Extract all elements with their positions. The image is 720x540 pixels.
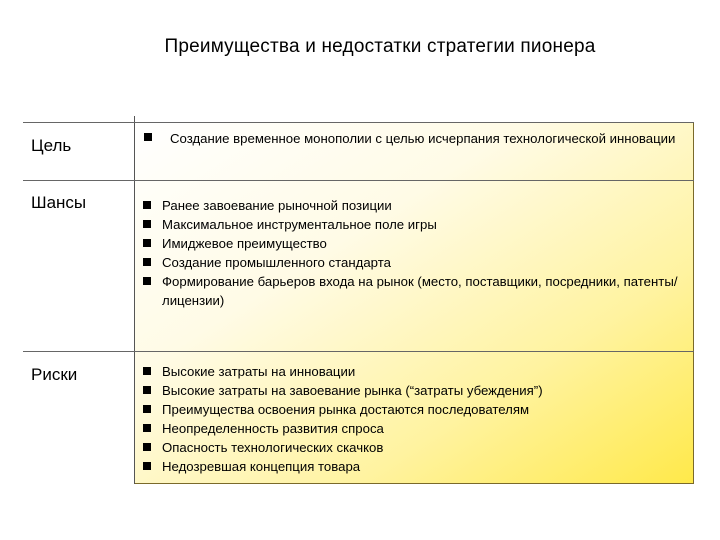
page-title: Преимущества и недостатки стратегии пионера <box>164 36 596 57</box>
bullet-text: Высокие затраты на завоевание рынка (“затраты убеждения”) <box>162 383 543 398</box>
bullet-text: Имиджевое преимущество <box>162 236 327 251</box>
list-item <box>141 362 543 381</box>
bullet-text: Создание временное монополии с целью исчерпания технологической инновации <box>170 131 676 146</box>
square-bullet-icon <box>143 367 151 375</box>
row-divider-top <box>23 122 694 123</box>
square-bullet-icon <box>143 424 151 432</box>
list-item <box>141 400 543 419</box>
list-item <box>141 196 694 215</box>
square-bullet-icon <box>143 443 151 451</box>
square-bullet-icon <box>143 201 151 209</box>
list-item <box>141 457 543 476</box>
square-bullet-icon <box>143 220 151 228</box>
bullet-text: Формирование барьеров входа на рынок (место, поставщики, посредники, патенты/лицензии) <box>162 274 678 308</box>
bullet-text: Высокие затраты на инновации <box>162 364 356 379</box>
list-item <box>141 129 675 148</box>
bullet-text: Неопределенность развития спроса <box>162 421 384 436</box>
column-divider <box>134 116 135 484</box>
row-divider-goal <box>23 180 694 181</box>
bullet-text: Ранее завоевание рыночной позиции <box>162 198 392 213</box>
square-bullet-icon <box>143 386 151 394</box>
row-divider-chances <box>23 351 694 352</box>
row-label-risks: Риски <box>31 365 78 384</box>
bullet-text: Недозревшая концепция товара <box>162 459 361 474</box>
square-bullet-icon <box>143 258 151 266</box>
square-bullet-icon <box>143 405 151 413</box>
bullet-text: Преимущества освоения рынка достаются последователям <box>162 402 530 417</box>
list-item <box>141 234 694 253</box>
strategy-table <box>23 116 694 484</box>
bullet-text: Создание промышленного стандарта <box>162 255 391 270</box>
square-bullet-icon <box>143 462 151 470</box>
bullet-text: Максимальное инструментальное поле игры <box>162 217 437 232</box>
list-item <box>141 381 543 400</box>
list-item <box>141 215 694 234</box>
row-label-goal: Цель <box>31 136 72 155</box>
square-bullet-icon <box>143 277 151 285</box>
square-bullet-icon <box>143 239 151 247</box>
list-item <box>141 253 694 272</box>
list-item <box>141 272 694 310</box>
list-item <box>141 419 543 438</box>
list-item <box>141 438 543 457</box>
square-bullet-icon <box>144 133 152 141</box>
goal-list <box>141 129 675 148</box>
row-label-chances: Шансы <box>31 193 87 212</box>
bullet-text: Опасность технологических скачков <box>162 440 384 455</box>
risks-list <box>141 362 543 476</box>
chances-list <box>141 196 694 310</box>
